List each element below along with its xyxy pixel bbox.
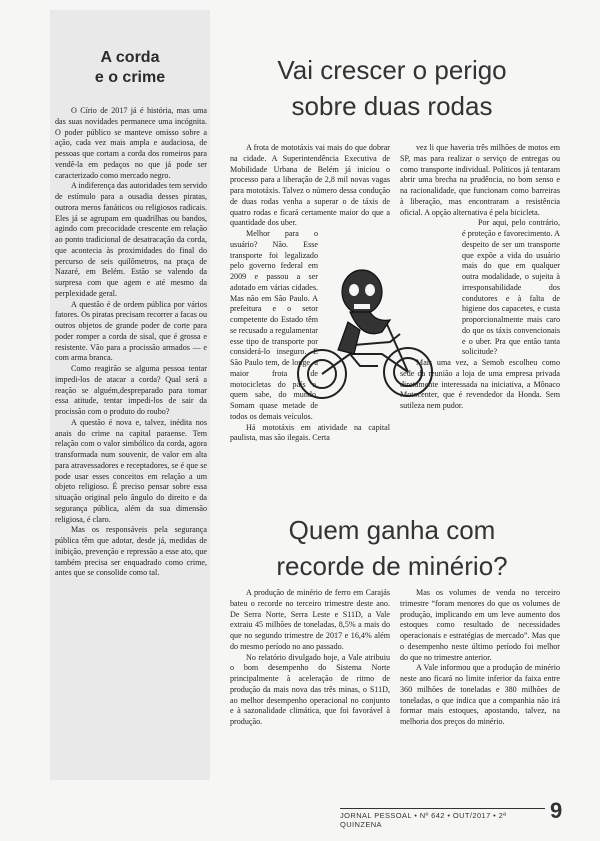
sidebar-paragraph: Como reagirão se alguma pessoa tentar impedi-los de atacar a corda? Qual será a reação se alguém,despreparado para tomar essa atitude, tentar impedi-los de sair da procissão com o produto do roubo? [55,364,207,416]
article1-paragraph: Melhor para o usuário? Não. Esse transporte foi legalizado pelo governo federal em 2009 e passou a ser adotado em várias cidades. Mas não em São Paulo. A prefeitura e o setor competente do Estado têm se recusado a regulamentar esse tipo de transporte por considerá-lo inseguro. E São Paulo tem, de longe, a maior frota de motocicletas do país e, quem sabe, do mundo. Somam quase metade de todos os demais veículos. [230,229,318,421]
sidebar-title-line-1: A corda [100,49,160,66]
article2-headline-line-1: Quem ganha com [288,515,496,545]
article2-paragraph: Mas os volumes de venda no terceiro trimestre “foram menores do que os volumes de produção, implicando em um leve aumento dos estoques como resultado de necessidades operacionais e estratégias de mercado”. Mas que o desempenho neste último período foi melhor do que no trimestre anterior. [400,588,560,662]
article1-paragraph: Há mototáxis em atividade na capital paulista, mas são ilegais. Certa [230,422,390,443]
article1-headline-line-2: sobre duas rodas [291,91,493,121]
article1-paragraph: Mais uma vez, a Semob escolheu como sede da reunião a loja de uma empresa privada diretamente interessada na iniciativa, a Mônaco Motocenter, que é revendedor da Honda. Sem sutileza nem pudor. [400,358,560,410]
sidebar-body [55,106,207,579]
article1-headline [222,52,562,124]
article1-paragraph: A frota de mototáxis vai mais do que dobrar na cidade. A Superintendência Executiva de Mobilidade Urbana de Belém já iniciou o processo para a liberação de 2,8 mil novas vagas para mototáxis. Talvez o número dessa condução de duas rodas venha a superar o de táxis de quatro rodas e ficará certamente maior do que a quantidade dos uber. [230,143,390,228]
sidebar-paragraph: Mas os responsáveis pela segurança pública têm que adotar, desde já, medidas de inibição, prevenção e repressão a esse ato, que também precisa ser enquadrado como crime, antes que se consolide como tal. [55,525,207,578]
footer-rule [340,808,545,809]
article1-paragraph: vez li que haveria três milhões de motos em SP, mas para realizar o serviço de entregas ou como transporte individual. Políticos já tentaram abrir uma brecha na prudência, no bom senso e na racionalidade, que funcionam como barreiras à liberação, mas encontraram a resistência oficial. A opção alternativa é pela bicicleta. [400,143,560,217]
page-number: 9 [550,798,563,823]
article1-paragraph: Por aqui, pelo contrário, é proteção e favorecimento. A despeito de ser um transporte que expõe a vida do usuário mais do que em qualquer outra modalidade, o sujeita à irresponsabilidade dos condutores e à falta de higiene dos capacetes, e custa proporcionalmente mais caro do que os táxis convencionais e o uber. Pra que então tanta solicitude? [462,218,560,357]
sidebar-paragraph: A questão é nova e, talvez, inédita nos anais do crime na capital paraense. Tem relação com o valor simbólico da corda, agora transformada num souvenir, de valor em alta para atravessadores e receptadores, se é que se pode usar esses conceitos em relação a um objeto religioso. É preciso pensar sobre essa situação original pelo ângulo do direito e da segurança pública, além da sua dimensão religiosa, é claro. [55,417,207,524]
sidebar-paragraph: A questão é de ordem pública por vários fatores. Os piratas precisam recorrer a facas ou outros objetos de grande poder de corte para poder romper a corda de sisal, que é grossa e resistente. Vão para a procissão armados — e com arma branca. [55,299,207,363]
sidebar-title [55,48,205,88]
footer-credit: JORNAL PESSOAL • Nº 642 • OUT/2017 • 2ª QUINZENA [340,811,507,829]
article2-column-2 [400,588,560,728]
sidebar-paragraph: O Círio de 2017 já é história, mas uma das suas novidades permanece uma incógnita. O poder público se manteve omisso sobre a ação, cada vez mais ampla e audaciosa, de pessoas que cortam a corda dos romeiros para vendê-la em pedaços no que já pode ser caracterizado como mercado negro. [55,106,207,180]
sidebar-paragraph: A indiferença das autoridades tem servido de estímulo para a ousadia desses piratas, outrora meros fanáticos ou religiosos radicais. Eles já se agrupam em quadrilhas ou bandos, agindo com precocidade crescente em relação ao ponto tradicional de desatracação da corda, que acontecia às proximidades do final do percurso de seis quilômetros, na praça de Nazaré, em Belém. Estão se valendo da surpresa com que agem e até mesmo da perplexidade geral. [55,181,207,298]
article2-column-1 [230,588,390,728]
article2-paragraph: A produção de minério de ferro em Carajás bateu o recorde no terceiro trimestre deste ano. De Serra Norte, Serra Leste e S11D, a Vale extraiu 45 milhões de toneladas, 8,5% a mais do que no segundo trimestre de 2017 e 16,4% além do mesmo período no ano passado. [230,588,390,651]
article2-headline-line-2: recorde de minério? [276,551,508,581]
sidebar-title-line-2: e o crime [94,69,166,86]
skull-motorcycle-icon [290,262,440,412]
article2-paragraph: A Vale informou que a produção de minério neste ano ficará no limite inferior da faixa entre 360 milhões de toneladas e 380 milhões de toneladas, o que indica que a companhia não irá formar mais estoques, apostando, talvez, na melhoria dos preços do minério. [400,663,560,726]
article2-headline [222,512,562,584]
article2-paragraph: No relatório divulgado hoje, a Vale atribuiu o bom desempenho do Sistema Norte principalmente à aceleração de ritmo de produção da mais nova das três minas, o S11D, ao melhor desempenho operacional no conjunto e à sazonalidade climática, que foi favorável à produção. [230,652,390,726]
article1-headline-line-1: Vai crescer o perigo [277,55,507,85]
